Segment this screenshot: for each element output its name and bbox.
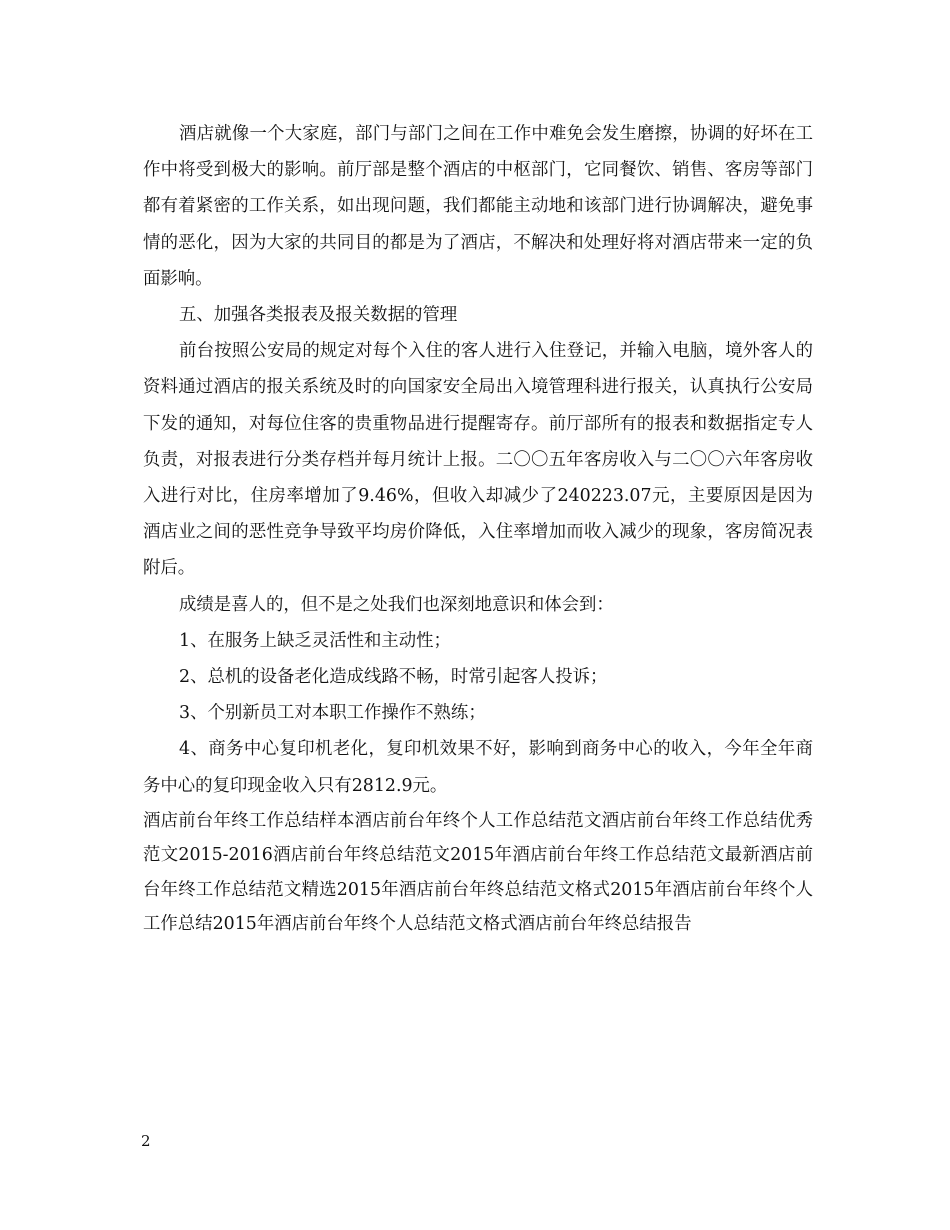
related-articles-text: 酒店前台年终工作总结样本酒店前台年终个人工作总结范文酒店前台年终工作总结优秀范文2015-2016酒店前台年终总结范文2015年酒店前台年终工作总结范文最新酒店前台年终工作总结范文精选2015年酒店前台年终总结范文格式2015年酒店前台年终个人工作总结2015年酒店前台年终个人总结范文格式酒店前台年终总结报告 (143, 810, 813, 935)
list-item-new-staff: 3、个别新员工对本职工作操作不熟练； (179, 703, 486, 724)
list-item-service: 1、在服务上缺乏灵活性和主动性； (179, 630, 451, 651)
list-item-business-center: 4、商务中心复印机老化，复印机效果不好，影响到商务中心的收入，今年全年商务中心的复印现金收入只有2812.9元。 (143, 739, 813, 796)
paragraph-department-coordination: 酒店就像一个大家庭，部门与部门之间在工作中难免会发生磨擦，协调的好坏在工作中将受到极大的影响。前厅部是整个酒店的中枢部门，它同餐饮、销售、客房等部门都有着紧密的工作关系，如出现问题，我们都能主动地和该部门进行协调解决，避免事情的恶化，因为大家的共同目的都是为了酒店，不解决和处理好将对酒店带来一定的负面影响。 (143, 124, 813, 289)
document-body (143, 116, 813, 942)
list-item-switchboard: 2、总机的设备老化造成线路不畅，时常引起客人投诉； (179, 667, 608, 688)
paragraph-shortcomings-intro: 成绩是喜人的，但不是之处我们也深刻地意识和体会到： (179, 594, 614, 615)
section-heading-reports: 五、加强各类报表及报关数据的管理 (179, 305, 458, 326)
paragraph-registration-reports: 前台按照公安局的规定对每个入住的客人进行入住登记，并输入电脑，境外客人的资料通过酒店的报关系统及时的向国家安全局出入境管理科进行报关，认真执行公安局下发的通知，对每位住客的贵重物品进行提醒寄存。前厅部所有的报表和数据指定专人负责，对报表进行分类存档并每月统计上报。二〇〇五年客房收入与二〇〇六年客房收入进行对比，住房率增加了9.46%，但收入却减少了240223.07元，主要原因是因为酒店业之间的恶性竞争导致平均房价降低，入住率增加而收入减少的现象，客房简况表附后。 (143, 341, 813, 579)
page-number: 2 (141, 1132, 151, 1150)
